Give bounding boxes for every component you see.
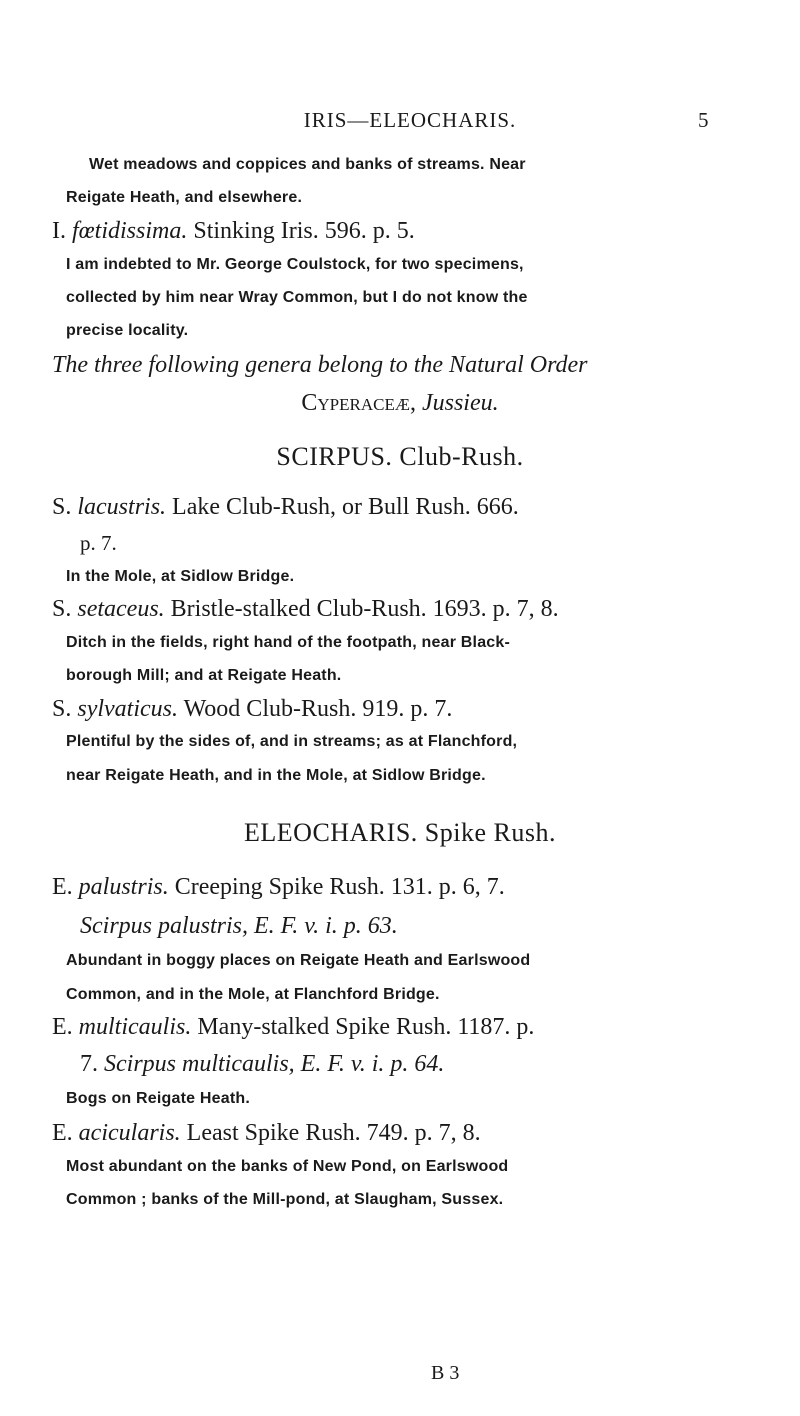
species-entry-lacustris: [52, 494, 519, 521]
text-line: collected by him near Wray Common, but I do not know the: [66, 289, 528, 306]
text-line: Wet meadows and coppices and banks of streams. Near: [89, 156, 526, 173]
species-entry-acicularis: [52, 1120, 481, 1147]
text-line: Reigate Heath, and elsewhere.: [66, 189, 303, 206]
synonym-line: [80, 1051, 444, 1078]
species-entry-palustris: [52, 874, 505, 901]
common-name: Creeping Spike Rush. 131. p. 6, 7.: [174, 874, 505, 900]
species-name: multicaulis.: [78, 1014, 192, 1040]
genus-abbr: E.: [52, 1014, 73, 1040]
genus-heading-eleocharis: ELEOCHARIS. Spike Rush.: [244, 818, 556, 847]
text-line: Ditch in the fields, right hand of the footpath, near Black-: [66, 634, 511, 651]
species-entry-foetidissima: [52, 218, 415, 245]
text-line: Plentiful by the sides of, and in streams; as at Flanchford,: [66, 733, 518, 750]
text-line: borough Mill; and at Reigate Heath.: [66, 667, 342, 684]
species-name: fœtidissima.: [72, 218, 188, 244]
natural-order: [0, 390, 800, 417]
text-line: Bogs on Reigate Heath.: [66, 1090, 250, 1107]
synonym-line: Scirpus palustris, E. F. v. i. p. 63.: [80, 913, 398, 939]
text-line: Common ; banks of the Mill-pond, at Slaugham, Sussex.: [66, 1191, 504, 1208]
running-head-title: IRIS—ELEOCHARIS.: [303, 108, 517, 132]
species-name: setaceus.: [77, 596, 165, 622]
genus-heading-scirpus: SCIRPUS. Club-Rush.: [276, 442, 524, 471]
common-name: Least Spike Rush. 749. p. 7, 8.: [186, 1120, 481, 1146]
genus-abbr: E.: [52, 874, 73, 900]
genus-abbr: S.: [52, 596, 72, 622]
text-line: Abundant in boggy places on Reigate Heath and Earlswood: [66, 952, 531, 969]
common-name: Bristle-stalked Club-Rush. 1693. p. 7, 8.: [170, 596, 559, 622]
order-name: Cyperaceæ,: [301, 390, 416, 416]
text-line: near Reigate Heath, and in the Mole, at Sidlow Bridge.: [66, 767, 486, 784]
text-line: p. 7.: [80, 531, 117, 555]
common-name: Wood Club-Rush. 919. p. 7.: [183, 696, 453, 722]
section-intro: The three following genera belong to the Natural Order: [52, 352, 588, 378]
species-name: sylvaticus.: [77, 696, 178, 722]
synonym-text: Scirpus multicaulis, E. F. v. i. p. 64.: [104, 1051, 445, 1077]
species-entry-setaceus: [52, 596, 559, 623]
common-name: Many-stalked Spike Rush. 1187. p.: [197, 1014, 535, 1040]
text-line: In the Mole, at Sidlow Bridge.: [66, 568, 295, 585]
page-number: 5: [698, 108, 709, 132]
page-ref: 7.: [80, 1051, 98, 1077]
running-head: [0, 108, 800, 133]
genus-abbr: E.: [52, 1120, 73, 1146]
common-name: Lake Club-Rush, or Bull Rush. 666.: [172, 494, 519, 520]
genus-abbr: I.: [52, 218, 66, 244]
text-line: precise locality.: [66, 322, 189, 339]
species-name: palustris.: [78, 874, 169, 900]
text-line: I am indebted to Mr. George Coulstock, for two specimens,: [66, 256, 524, 273]
species-entry-multicaulis: [52, 1014, 534, 1041]
signature-mark: B 3: [431, 1362, 460, 1384]
order-authority: Jussieu.: [421, 390, 499, 416]
genus-abbr: S.: [52, 696, 72, 722]
common-name: Stinking Iris. 596. p. 5.: [193, 218, 415, 244]
species-entry-sylvaticus: [52, 696, 452, 723]
species-name: lacustris.: [77, 494, 167, 520]
species-name: acicularis.: [78, 1120, 181, 1146]
text-line: Most abundant on the banks of New Pond, on Earlswood: [66, 1158, 509, 1175]
text-line: Common, and in the Mole, at Flanchford Bridge.: [66, 986, 440, 1003]
genus-abbr: S.: [52, 494, 72, 520]
